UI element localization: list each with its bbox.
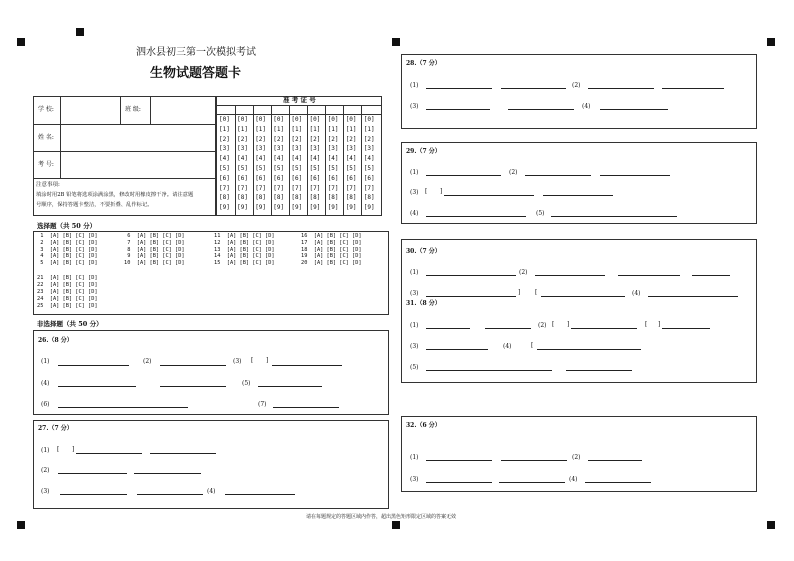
answer-line[interactable] <box>426 175 501 176</box>
bracket-glyph: ] <box>266 357 269 364</box>
alignment-mark <box>392 38 400 46</box>
ticket-digit-bubble[interactable]: [1] <box>345 125 357 133</box>
grid-column-divider <box>235 105 236 216</box>
ticket-digit-bubble[interactable]: [1] <box>219 125 230 133</box>
q28-title: 28.（7 分） <box>406 60 441 67</box>
ticket-digit-bubble[interactable]: [6] <box>273 174 285 182</box>
answer-line[interactable] <box>600 109 668 110</box>
ticket-digit-bubble[interactable]: [7] <box>327 184 339 192</box>
answer-line[interactable] <box>499 482 565 483</box>
ticket-digit-bubble[interactable]: [4] <box>345 155 357 163</box>
bracket-glyph: [ <box>531 342 534 349</box>
answer-line[interactable] <box>501 460 567 461</box>
ticket-digit-bubble[interactable]: [7] <box>291 184 303 192</box>
ticket-digit-bubble[interactable]: [2] <box>291 135 303 143</box>
ticket-digit-bubble[interactable]: [3] <box>291 145 303 153</box>
choice-row[interactable]: 4 [A] [B] [C] [D] <box>37 253 98 260</box>
ticket-digit-bubble[interactable]: [1] <box>327 125 339 133</box>
ticket-digit-bubble[interactable]: [4] <box>219 155 230 163</box>
ticket-digit-bubble[interactable]: [3] <box>309 145 321 153</box>
ticket-digit-bubble[interactable]: [8] <box>237 194 248 202</box>
q26-item-3: (3) <box>233 358 242 365</box>
ticket-digit-bubble[interactable]: [2] <box>363 135 375 143</box>
ticket-digit-bubble[interactable]: [5] <box>219 165 230 172</box>
nonchoice-title: 非选择题（共 50 分） <box>37 320 103 328</box>
answer-line[interactable] <box>541 296 625 297</box>
notes-title: 注意事项: <box>36 182 60 188</box>
choice-row[interactable]: 2 [A] [B] [C] [D] <box>37 239 98 246</box>
answer-line[interactable] <box>58 407 188 408</box>
answer-line[interactable] <box>60 494 127 495</box>
ticket-digit-bubble[interactable]: [0] <box>291 116 303 123</box>
ticket-digit-bubble[interactable]: [0] <box>237 116 248 123</box>
q29-item-2: (2) <box>509 169 518 176</box>
ticket-digit-bubble[interactable]: [9] <box>255 204 267 212</box>
q30-item-3: (3) <box>410 290 419 297</box>
ticket-digit-bubble[interactable]: [3] <box>273 145 285 153</box>
card-title: 生物试题答题卡 <box>150 66 242 81</box>
choice-row[interactable]: 8 [A] [B] [C] [D] <box>124 246 185 253</box>
ticket-digit-bubble[interactable]: [2] <box>237 135 248 143</box>
alignment-mark <box>392 521 400 529</box>
grid-column-divider <box>325 105 326 216</box>
answer-line[interactable] <box>485 328 531 329</box>
answer-line[interactable] <box>273 407 339 408</box>
grid-column-divider <box>289 105 290 216</box>
answer-line[interactable] <box>566 370 632 371</box>
ticket-digit-bubble[interactable]: [8] <box>291 194 303 202</box>
ticket-digit-bubble[interactable]: [4] <box>237 155 248 163</box>
answer-line[interactable] <box>225 494 295 495</box>
ticket-digit-bubble[interactable]: [8] <box>273 194 285 202</box>
ticket-digit-bubble[interactable]: [1] <box>291 125 303 133</box>
answer-line[interactable] <box>58 365 129 366</box>
ticket-digit-bubble[interactable]: [1] <box>363 125 375 133</box>
ticket-digit-bubble[interactable]: [9] <box>219 204 230 212</box>
alignment-mark <box>767 38 775 46</box>
ticket-digit-bubble[interactable]: [9] <box>237 204 248 212</box>
alignment-mark <box>17 38 25 46</box>
q26-item-7: (7) <box>258 401 267 408</box>
answer-line[interactable] <box>648 296 738 297</box>
ticket-digit-bubble[interactable]: [5] <box>309 165 321 172</box>
notes-line-2: 号顺序，保持答题卡整洁，不要折叠、乱作标记。 <box>36 202 153 208</box>
ticket-digit-bubble[interactable]: [8] <box>363 194 375 202</box>
grid-column-divider <box>307 105 308 216</box>
q30-item-1: (1) <box>410 269 419 276</box>
class-field[interactable] <box>152 98 214 122</box>
q29-item-4: (4) <box>410 210 419 217</box>
ticket-digit-bubble[interactable]: [7] <box>255 184 267 192</box>
q27-item-2: (2) <box>41 467 50 474</box>
choice-row[interactable]: 18 [A] [B] [C] [D] <box>301 246 362 253</box>
ticket-digit-bubble[interactable]: [9] <box>363 204 375 212</box>
ticket-digit-bubble[interactable]: [9] <box>327 204 339 212</box>
bracket-glyph: ] <box>440 188 443 195</box>
q29-item-1: (1) <box>410 169 419 176</box>
answer-line[interactable] <box>501 88 566 89</box>
choice-row[interactable]: 13 [A] [B] [C] [D] <box>214 246 275 253</box>
choice-row[interactable]: 1 [A] [B] [C] [D] <box>37 233 98 239</box>
q31-item-3: (3) <box>410 343 419 350</box>
choice-row[interactable]: 9 [A] [B] [C] [D] <box>124 253 185 260</box>
q27-item-4: (4) <box>207 488 216 495</box>
ticket-digit-bubble[interactable]: [8] <box>255 194 267 202</box>
answer-line[interactable] <box>150 453 216 454</box>
q31-item-5: (5) <box>410 364 419 371</box>
ticket-digit-bubble[interactable]: [5] <box>255 165 267 172</box>
bracket-glyph: [ <box>57 446 60 453</box>
choice-row[interactable]: 5 [A] [B] [C] [D] <box>37 260 98 267</box>
q26-item-5: (5) <box>242 380 251 387</box>
bracket-glyph: [ <box>552 321 555 328</box>
answer-line[interactable] <box>426 460 492 461</box>
alignment-mark <box>17 521 25 529</box>
name-label: 姓 名: <box>38 134 54 141</box>
choice-row[interactable]: 22 [A] [B] [C] [D] <box>37 282 98 288</box>
grid-column-divider <box>343 105 344 216</box>
q30-item-4: (4) <box>632 290 641 297</box>
answer-line[interactable] <box>426 88 492 89</box>
ticket-digit-bubble[interactable]: [4] <box>327 155 339 163</box>
q26-item-6: (6) <box>41 401 50 408</box>
choice-row[interactable]: 24 [A] [B] [C] [D] <box>37 296 98 302</box>
ticket-digit-bubble[interactable]: [3] <box>363 145 375 153</box>
answer-line[interactable] <box>692 275 730 276</box>
q29-item-3: (3) <box>410 189 419 196</box>
bracket-glyph: [ <box>251 357 254 364</box>
answer-line[interactable] <box>134 473 201 474</box>
answer-line[interactable] <box>537 349 641 350</box>
ticket-digit-bubble[interactable]: [1] <box>273 125 285 133</box>
ticket-digit-bubble[interactable]: [8] <box>327 194 339 202</box>
bracket-glyph: [ <box>645 321 648 328</box>
ticket-digit-bubble[interactable]: [9] <box>273 204 285 212</box>
answer-line[interactable] <box>588 88 654 89</box>
q26-title: 26.（8 分） <box>38 337 73 344</box>
answer-line[interactable] <box>571 328 637 329</box>
bracket-glyph: ] <box>518 289 521 296</box>
ticket-digit-bubble[interactable]: [6] <box>363 174 375 182</box>
choice-title: 选择题（共 50 分） <box>37 222 97 230</box>
ticket-digit-bubble[interactable]: [8] <box>309 194 321 202</box>
ticket-digit-bubble[interactable]: [4] <box>363 155 375 163</box>
q31-item-2: (2) <box>538 322 547 329</box>
choice-row[interactable]: 15 [A] [B] [C] [D] <box>214 260 275 267</box>
ticket-digit-bubble[interactable]: [3] <box>255 145 267 153</box>
alignment-mark <box>767 521 775 529</box>
choice-row[interactable]: 10 [A] [B] [C] [D] <box>124 260 185 267</box>
answer-line[interactable] <box>600 175 670 176</box>
q28-item-4: (4) <box>582 103 591 110</box>
ticket-digit-bubble[interactable]: [2] <box>255 135 267 143</box>
answer-line[interactable] <box>444 195 534 196</box>
q30-item-2: (2) <box>519 269 528 276</box>
answer-line[interactable] <box>551 216 677 217</box>
answer-line[interactable] <box>426 328 470 329</box>
ticket-digit-bubble[interactable]: [2] <box>273 135 285 143</box>
footer-notice: 请在每题规定的答题区域内作答，超出黑色矩形限定区域的答案无效 <box>306 514 457 520</box>
choice-row[interactable]: 6 [A] [B] [C] [D] <box>124 233 185 239</box>
q31-title: 31.（8 分） <box>406 300 441 307</box>
answer-line[interactable] <box>137 494 203 495</box>
q29-title: 29.（7 分） <box>406 148 441 155</box>
choice-row[interactable]: 19 [A] [B] [C] [D] <box>301 253 362 260</box>
answer-line[interactable] <box>160 365 226 366</box>
bracket-glyph: ] <box>567 321 570 328</box>
q27-box <box>33 420 389 509</box>
answer-line[interactable] <box>543 195 613 196</box>
q26-item-4: (4) <box>41 380 50 387</box>
ticket-digit-bubble[interactable]: [5] <box>345 165 357 172</box>
ticket-digit-bubble[interactable]: [7] <box>363 184 375 192</box>
choice-row[interactable]: 21 [A] [B] [C] [D] <box>37 275 98 281</box>
ticket-digit-bubble[interactable]: [6] <box>219 174 230 182</box>
answer-line[interactable] <box>588 460 642 461</box>
q32-item-2: (2) <box>572 454 581 461</box>
ticket-digit-bubble[interactable]: [0] <box>309 116 321 123</box>
bracket-glyph: [ <box>535 289 538 296</box>
ticket-digit-bubble[interactable]: [4] <box>273 155 285 163</box>
choice-row[interactable]: 11 [A] [B] [C] [D] <box>214 233 275 239</box>
ticket-digit-bubble[interactable]: [2] <box>345 135 357 143</box>
ticket-title: 准 考 证 号 <box>283 96 316 104</box>
ticket-digit-bubble[interactable]: [1] <box>309 125 321 133</box>
ticket-digit-bubble[interactable]: [6] <box>309 174 321 182</box>
q32-item-3: (3) <box>410 476 419 483</box>
ticket-digit-bubble[interactable]: [2] <box>327 135 339 143</box>
answer-line[interactable] <box>525 175 591 176</box>
exam-number-label: 考 号: <box>38 161 54 168</box>
school-field[interactable] <box>62 98 118 122</box>
ticket-digit-bubble[interactable]: [5] <box>273 165 285 172</box>
q27-title: 27.（7 分） <box>38 425 73 432</box>
ticket-digit-bubble[interactable]: [6] <box>291 174 303 182</box>
q26-item-2: (2) <box>143 358 152 365</box>
ticket-digit-bubble[interactable]: [8] <box>345 194 357 202</box>
choice-row[interactable]: 23 [A] [B] [C] [D] <box>37 289 98 295</box>
answer-line[interactable] <box>426 109 490 110</box>
ticket-digit-bubble[interactable]: [2] <box>219 135 230 143</box>
q28-item-2: (2) <box>572 82 581 89</box>
ticket-digit-bubble[interactable]: [6] <box>345 174 357 182</box>
answer-line[interactable] <box>426 370 552 371</box>
ticket-digit-bubble[interactable]: [9] <box>291 204 303 212</box>
q27-item-1: (1) <box>41 447 50 454</box>
choice-row[interactable]: 3 [A] [B] [C] [D] <box>37 246 98 253</box>
choice-row[interactable]: 12 [A] [B] [C] [D] <box>214 239 275 246</box>
bracket-glyph: ] <box>658 321 661 328</box>
ticket-digit-bubble[interactable]: [0] <box>219 116 230 123</box>
q28-item-3: (3) <box>410 103 419 110</box>
answer-line[interactable] <box>58 473 127 474</box>
grid-column-divider <box>271 105 272 216</box>
q28-item-1: (1) <box>410 82 419 89</box>
answer-line[interactable] <box>662 328 710 329</box>
q29-box <box>401 142 757 224</box>
grid-column-divider <box>361 105 362 216</box>
ticket-digit-bubble[interactable]: [5] <box>291 165 303 172</box>
alignment-mark <box>76 28 84 36</box>
ticket-digit-bubble[interactable]: [6] <box>237 174 248 182</box>
ticket-digit-bubble[interactable]: [3] <box>345 145 357 153</box>
ticket-digit-bubble[interactable]: [5] <box>327 165 339 172</box>
ticket-digit-bubble[interactable]: [4] <box>291 155 303 163</box>
ticket-digit-bubble[interactable]: [0] <box>363 116 375 123</box>
bracket-glyph: [ <box>425 188 428 195</box>
choice-row[interactable]: 7 [A] [B] [C] [D] <box>124 239 185 246</box>
ticket-digit-bubble[interactable]: [7] <box>273 184 285 192</box>
q32-item-4: (4) <box>569 476 578 483</box>
answer-line[interactable] <box>618 275 680 276</box>
answer-line[interactable] <box>535 275 605 276</box>
notes-line-1: 填涂时用2B 铅笔将选项涂满涂黑，修改时用橡皮擦干净。请注意题 <box>36 192 194 198</box>
q32-item-1: (1) <box>410 454 419 461</box>
grid-column-divider <box>253 105 254 216</box>
q29-item-5: (5) <box>536 210 545 217</box>
answer-line[interactable] <box>426 349 488 350</box>
answer-line[interactable] <box>426 296 516 297</box>
ticket-digit-bubble[interactable]: [5] <box>237 165 248 172</box>
q28-box <box>401 54 757 129</box>
ticket-digit-bubble[interactable]: [6] <box>327 174 339 182</box>
ticket-digit-bubble[interactable]: [0] <box>273 116 285 123</box>
ticket-digit-bubble[interactable]: [1] <box>237 125 248 133</box>
ticket-digit-bubble[interactable]: [4] <box>309 155 321 163</box>
q30-q31-box <box>401 239 757 383</box>
answer-line[interactable] <box>426 482 492 483</box>
exam-title: 泗水县初三第一次模拟考试 <box>136 47 256 58</box>
choice-row[interactable]: 17 [A] [B] [C] [D] <box>301 239 362 246</box>
answer-line[interactable] <box>426 216 526 217</box>
ticket-digit-bubble[interactable]: [0] <box>345 116 357 123</box>
ticket-digit-bubble[interactable]: [7] <box>309 184 321 192</box>
choice-row[interactable]: 25 [A] [B] [C] [D] <box>37 303 98 309</box>
exam-number-field[interactable] <box>62 153 214 177</box>
ticket-digit-bubble[interactable]: [3] <box>237 145 248 153</box>
ticket-digit-bubble[interactable]: [3] <box>219 145 230 153</box>
ticket-digit-bubble[interactable]: [3] <box>327 145 339 153</box>
ticket-digit-bubble[interactable]: [8] <box>219 194 230 202</box>
q27-item-3: (3) <box>41 488 50 495</box>
ticket-digit-bubble[interactable]: [7] <box>237 184 248 192</box>
answer-line[interactable] <box>258 386 322 387</box>
name-field[interactable] <box>62 126 214 150</box>
choice-row[interactable]: 16 [A] [B] [C] [D] <box>301 233 362 239</box>
q26-box <box>33 330 389 415</box>
choice-row[interactable]: 20 [A] [B] [C] [D] <box>301 260 362 267</box>
answer-line[interactable] <box>58 386 136 387</box>
q32-title: 32.（6 分） <box>406 422 441 429</box>
answer-line[interactable] <box>662 88 724 89</box>
class-label: 班 级: <box>125 106 141 113</box>
answer-line[interactable] <box>585 482 651 483</box>
q31-item-4: (4) <box>503 343 512 350</box>
ticket-digit-bubble[interactable]: [9] <box>309 204 321 212</box>
q26-item-1: (1) <box>41 358 50 365</box>
ticket-digit-bubble[interactable]: [1] <box>255 125 267 133</box>
ticket-digit-bubble[interactable]: [0] <box>255 116 267 123</box>
q31-item-1: (1) <box>410 322 419 329</box>
bracket-glyph: ] <box>72 446 75 453</box>
ticket-digit-bubble[interactable]: [7] <box>219 184 230 192</box>
answer-line[interactable] <box>76 453 142 454</box>
answer-line[interactable] <box>508 109 574 110</box>
ticket-digit-bubble[interactable]: [6] <box>255 174 267 182</box>
ticket-digit-bubble[interactable]: [0] <box>327 116 339 123</box>
ticket-digit-bubble[interactable]: [2] <box>309 135 321 143</box>
answer-line[interactable] <box>426 275 516 276</box>
ticket-digit-bubble[interactable]: [5] <box>363 165 375 172</box>
answer-line[interactable] <box>160 386 226 387</box>
answer-line[interactable] <box>272 365 342 366</box>
q30-title: 30.（7 分） <box>406 248 441 255</box>
ticket-digit-bubble[interactable]: [4] <box>255 155 267 163</box>
choice-row[interactable]: 14 [A] [B] [C] [D] <box>214 253 275 260</box>
ticket-digit-bubble[interactable]: [7] <box>345 184 357 192</box>
school-label: 学 校: <box>38 106 54 113</box>
ticket-digit-bubble[interactable]: [9] <box>345 204 357 212</box>
